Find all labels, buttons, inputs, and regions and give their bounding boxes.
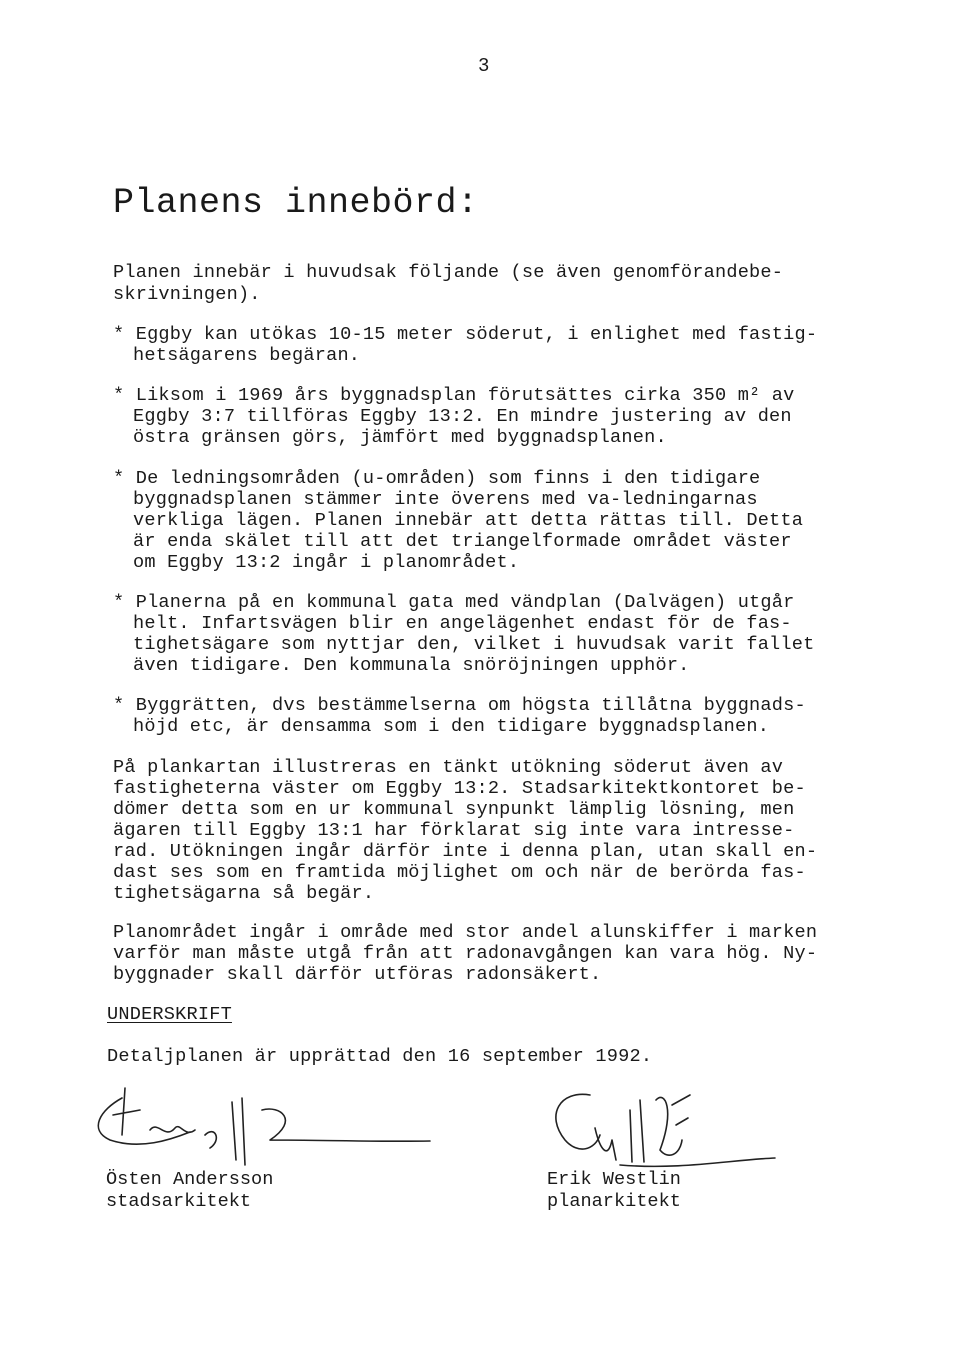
text-line: Planen innebär i huvudsak följande (se även genomförandebe- xyxy=(113,262,784,283)
date-line: Detaljplanen är upprättad den 16 september 1992. xyxy=(107,1046,653,1067)
text-line: byggnadsplanen stämmer inte överens med va-ledningarnas xyxy=(133,489,758,510)
text-line: östra gränsen görs, jämfört med byggnadsplanen. xyxy=(133,427,667,448)
text-line: Planområdet ingår i område med stor andel alunskiffer i marken xyxy=(113,922,818,943)
text-line: rad. Utökningen ingår därför inte i denna plan, utan skall en- xyxy=(113,841,818,862)
signatory-title-1: stadsarkitekt xyxy=(106,1191,252,1212)
page-number: 3 xyxy=(478,55,490,77)
text-line: verkliga lägen. Planen innebär att detta rättas till. Detta xyxy=(133,510,804,531)
text-line: höjd etc, är densamma som i den tidigare byggnadsplanen. xyxy=(133,716,770,737)
text-line: om Eggby 13:2 ingår i planområdet. xyxy=(133,552,520,573)
text-line: * De ledningsområden (u-områden) som finns i den tidigare xyxy=(113,468,761,489)
text-line: även tidigare. Den kommunala snöröjningen upphör. xyxy=(133,655,690,676)
text-line: varför man måste utgå från att radonavgången kan vara hög. Ny- xyxy=(113,943,818,964)
text-line: * Liksom i 1969 års byggnadsplan förutsättes cirka 350 m² av xyxy=(113,385,795,406)
signatory-name-1: Östen Andersson xyxy=(106,1169,274,1190)
signature-osten-andersson xyxy=(98,1088,430,1165)
text-line: dast ses som en framtida möjlighet om och när de berörda fas- xyxy=(113,862,806,883)
text-line: tighetsägarna så begär. xyxy=(113,883,375,904)
text-line: * Byggrätten, dvs bestämmelserna om högsta tillåtna byggnads- xyxy=(113,695,806,716)
text-line: dömer detta som en ur kommunal synpunkt lämplig lösning, men xyxy=(113,799,795,820)
text-line: hetsägarens begäran. xyxy=(133,345,361,366)
text-line: * Planerna på en kommunal gata med vändplan (Dalvägen) utgår xyxy=(113,592,795,613)
text-line: På plankartan illustreras en tänkt utökning söderut även av xyxy=(113,757,784,778)
text-line: byggnader skall därför utföras radonsäkert. xyxy=(113,964,602,985)
text-line: skrivningen). xyxy=(113,284,261,305)
text-line: är enda skälet till att det triangelformade området väster xyxy=(133,531,792,552)
text-line: ägaren till Eggby 13:1 har förklarat sig inte vara intresse- xyxy=(113,820,795,841)
text-line: tighetsägare som nyttjar den, vilket i huvudsak varit fallet xyxy=(133,634,815,655)
page-title: Planens innebörd: xyxy=(113,183,479,223)
text-line: * Eggby kan utökas 10-15 meter söderut, i enlighet med fastig- xyxy=(113,324,818,345)
signature-heading: UNDERSKRIFT xyxy=(107,1004,232,1025)
text-line: fastigheterna väster om Eggby 13:2. Stadsarkitektkontoret be- xyxy=(113,778,806,799)
text-line: helt. Infartsvägen blir en angelägenhet endast för de fas- xyxy=(133,613,792,634)
signature-erik-westlin xyxy=(556,1094,775,1166)
signatory-name-2: Erik Westlin xyxy=(547,1169,681,1190)
signatory-title-2: planarkitekt xyxy=(547,1191,681,1212)
text-line: Eggby 3:7 tillföras Eggby 13:2. En mindre justering av den xyxy=(133,406,792,427)
